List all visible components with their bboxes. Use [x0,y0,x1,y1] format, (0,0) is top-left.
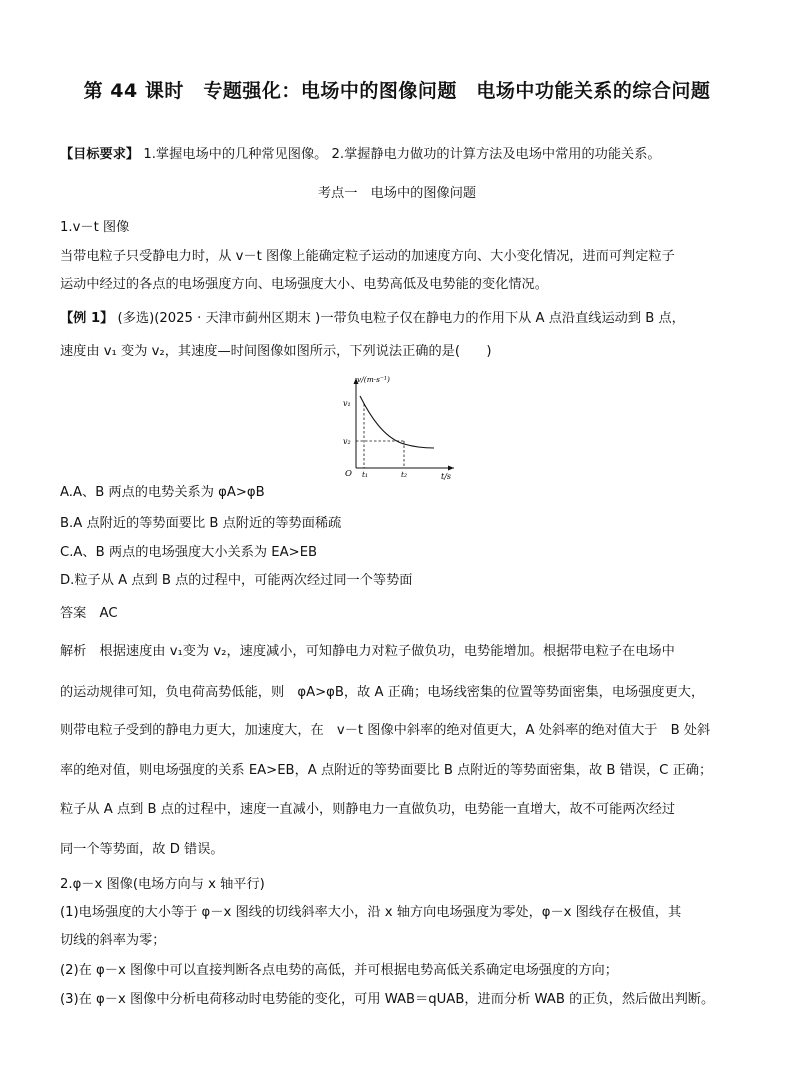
item1-paragraph-line: 运动中经过的各点的电场强度方向、电场强度大小、电势高低及电势能的变化情况。 [60,277,548,292]
v1-label: v₁ [343,399,351,408]
t1-label: t₁ [362,470,369,479]
goals-text: 1.掌握电场中的几种常见图像。 2.掌握静电力做功的计算方法及电场中常用的功能关系。 [143,147,661,162]
section-heading: 考点一 电场中的图像问题 [317,186,477,201]
analysis-line: 率的绝对值，则电场强度的关系 EA>EB，A 点附近的等势面要比 B 点附近的等势面密集，故 B 错误，C 正确； [60,763,713,778]
item2-line: 切线的斜率为零； [60,933,166,948]
t2-label: t₂ [401,470,408,479]
item1-paragraph-line: 当带电粒子只受静电力时，从 v－t 图像上能确定粒子运动的加速度方向、大小变化情况，进而可判定粒子 [60,249,675,264]
velocity-curve [360,396,434,448]
y-axis-label: v/(m·s⁻¹) [357,375,390,384]
option-d: D.粒子从 A 点到 B 点的过程中，可能两次经过同一个等势面 [60,573,413,588]
goals-label: 【目标要求】 [60,147,140,162]
analysis-line: 解析 根据速度由 v₁变为 v₂，速度减小，可知静电力对粒子做负功，电势能增加。根据带电粒子在电场中 [60,644,675,659]
item2-line: (2)在 φ－x 图像中可以直接判断各点电势的高低，并可根据电势高低关系确定电场强度的方向； [60,963,618,978]
item2-line: (3)在 φ－x 图像中分析电荷移动时电势能的变化，可用 WAB＝qUAB，进而分析 WAB 的正负，然后做出判断。 [60,992,715,1007]
analysis-line: 同一个等势面，故 D 错误。 [60,842,224,857]
page-title: 第 44 课时 专题强化：电场中的图像问题 电场中功能关系的综合问题 [83,80,711,102]
analysis-line: 粒子从 A 点到 B 点的过程中，速度一直减小，则静电力一直做负功，电势能一直增大，故不可能两次经过 [60,802,676,817]
option-b: B.A 点附近的等势面要比 B 点附近的等势面稀疏 [60,516,342,531]
option-a: A.A、B 两点的电势关系为 φA>φB [60,485,265,500]
velocity-time-graph [336,372,466,480]
analysis-line: 则带电粒子受到的静电力更大，加速度大，在 v－t 图像中斜率的绝对值更大，A 处斜率的绝对值大于 B 处斜 [60,723,711,738]
item1-heading: 1.v－t 图像 [60,220,130,235]
v2-label: v₂ [343,437,351,446]
analysis-line: 的运动规律可知，负电荷高势低能，则 φA>φB，故 A 正确；电场线密集的位置等势面密集，电场强度更大， [60,685,705,700]
answer: 答案 AC [60,606,118,621]
item2-line: (1)电场强度的大小等于 φ－x 图线的切线斜率大小，沿 x 轴方向电场强度为零处，φ－x 图线存在极值，其 [60,905,682,920]
origin-label: O [345,469,352,479]
option-c: C.A、B 两点的电场强度大小关系为 EA>EB [60,545,318,560]
example-text: (多选)(2025 · 天津市蓟州区期末 )一带负电粒子仅在静电力的作用下从 A 点沿直线运动到 B 点， [117,311,685,326]
x-axis-label: t/s [441,472,452,480]
learning-goals [60,146,750,164]
example-stem [60,310,750,328]
x-axis-arrow-icon [448,466,454,471]
example-label: 【例 1】 [60,311,114,326]
item2-heading: 2.φ－x 图像(电场方向与 x 轴平行) [60,877,265,892]
example-stem-line: 速度由 v₁ 变为 v₂，其速度—时间图像如图所示，下列说法正确的是( ) [60,344,492,359]
